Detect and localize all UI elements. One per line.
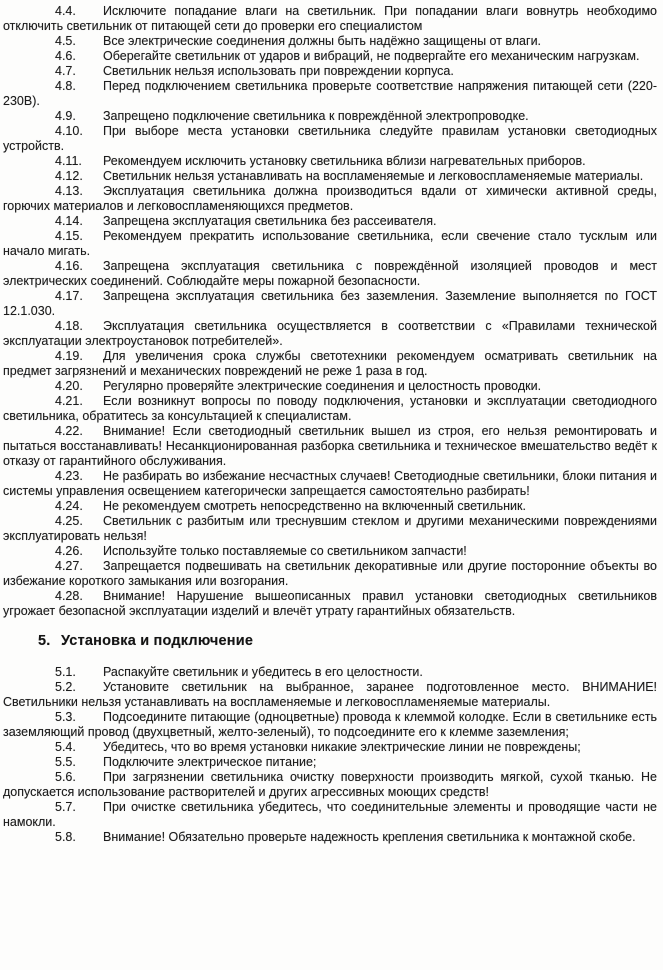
paragraph (3, 830, 657, 845)
paragraph (3, 469, 657, 499)
paragraph-number: 4.17. (55, 289, 83, 303)
paragraph-number: 5.7. (55, 800, 76, 814)
paragraph-number: 4.23. (55, 469, 83, 483)
paragraph-text: Если возникнут вопросы по поводу подключения, установки и эксплуатации светодиодного светильника, обратитесь за консультацией к специалистам. (3, 394, 657, 423)
paragraph-number: 5.3. (55, 710, 76, 724)
paragraph-text: Светильник нельзя устанавливать на воспламеняемые и легковоспламеняемые материалы. (103, 169, 644, 183)
paragraph-number: 4.24. (55, 499, 83, 513)
paragraph-number: 4.11. (55, 154, 82, 168)
paragraph-text: Рекомендуем прекратить использование светильника, если свечение стало тусклым или начало мигать. (3, 229, 657, 258)
paragraph (3, 79, 657, 109)
paragraph-text: Используйте только поставляемые со светильником запчасти! (103, 544, 467, 558)
paragraph-number: 4.28. (55, 589, 83, 603)
paragraph-text: Убедитесь, что во время установки никакие электрические линии не повреждены; (103, 740, 581, 754)
paragraph (3, 259, 657, 289)
paragraph-number: 4.12. (55, 169, 83, 183)
paragraph-number: 4.8. (55, 79, 76, 93)
paragraph-number: 4.20. (55, 379, 83, 393)
paragraph-number: 5.8. (55, 830, 76, 844)
paragraph-text: Светильник с разбитым или треснувшим стеклом и другими механическими повреждениями эксплуатировать нельзя! (3, 514, 657, 543)
paragraph-number: 5.4. (55, 740, 76, 754)
paragraph (3, 499, 657, 514)
paragraph-number: 4.21. (55, 394, 83, 408)
paragraph-text: Запрещена эксплуатация светильника с повреждённой изоляцией проводов и мест электрических соединений. Соблюдайте меры пожарной безопасности. (3, 259, 657, 288)
paragraph-number: 4.10. (55, 124, 83, 138)
section-5-install-paragraphs (3, 665, 657, 845)
paragraph-text: Исключите попадание влаги на светильник. При попадании влаги вовнутрь необходимо отключить светильник от питающей сети до проверки его специалистом (3, 4, 657, 33)
paragraph-text: Эксплуатация светильника должна производиться вдали от химически активной среды, горючих материалов и легковоспламеняющихся предметов. (3, 184, 657, 213)
paragraph-text: Распакуйте светильник и убедитесь в его целостности. (103, 665, 423, 679)
paragraph-text: Внимание! Обязательно проверьте надежность крепления светильника к монтажной скобе. (103, 830, 636, 844)
paragraph-text: Запрещена эксплуатация светильника без заземления. Заземление выполняется по ГОСТ 12.1.030. (3, 289, 657, 318)
paragraph-number: 5.1. (55, 665, 76, 679)
paragraph-number: 4.25. (55, 514, 83, 528)
paragraph (3, 665, 657, 680)
paragraph-text: Внимание! Если светодиодный светильник вышел из строя, его нельзя ремонтировать и пытаться восстанавливать! Несанкционированная разборка светильника и техническое вмешательство ведёт к отказу от гарантийного обслуживания. (3, 424, 657, 468)
paragraph (3, 800, 657, 830)
paragraph-text: Запрещено подключение светильника к повреждённой электропроводке. (103, 109, 529, 123)
paragraph-number: 4.4. (55, 4, 76, 18)
paragraph (3, 229, 657, 259)
paragraph-text: Запрещается подвешивать на светильник декоративные или другие посторонние объекты во избежание короткого замыкания или возгорания. (3, 559, 657, 588)
paragraph-text: Внимание! Нарушение вышеописанных правил установки светодиодных светильников угрожает безопасной эксплуатации изделий и влечёт утрату гарантийных обязательств. (3, 589, 657, 618)
paragraph-text: Установите светильник на выбранное, заранее подготовленное место. ВНИМАНИЕ! Светильники нельзя устанавливать на воспламеняемые и легковоспламеняемые материалы. (3, 680, 657, 709)
paragraph-number: 5.2. (55, 680, 76, 694)
paragraph-text: Подключите электрическое питание; (103, 755, 317, 769)
paragraph-number: 4.15. (55, 229, 83, 243)
section-4-safety-paragraphs (3, 4, 657, 619)
paragraph (3, 154, 657, 169)
paragraph-text: Не разбирать во избежание несчастных случаев! Светодиодные светильники, блоки питания и системы управления освещением категорически запрещается самостоятельно разбирать! (3, 469, 657, 498)
paragraph (3, 544, 657, 559)
paragraph-text: Светильник нельзя использовать при повреждении корпуса. (103, 64, 454, 78)
section-5-heading-number: 5. (38, 633, 51, 649)
paragraph-number: 4.26. (55, 544, 83, 558)
paragraph-number: 4.18. (55, 319, 83, 333)
paragraph (3, 740, 657, 755)
paragraph-number: 4.22. (55, 424, 83, 438)
paragraph (3, 680, 657, 710)
paragraph (3, 214, 657, 229)
paragraph (3, 514, 657, 544)
paragraph-text: Не рекомендуем смотреть непосредственно на включенный светильник. (103, 499, 526, 513)
paragraph-text: Все электрические соединения должны быть надёжно защищены от влаги. (103, 34, 542, 48)
paragraph-text: Рекомендуем исключить установку светильника вблизи нагревательных приборов. (103, 154, 586, 168)
paragraph-text: Эксплуатация светильника осуществляется в соответствии с «Правилами технической эксплуатации электроустановок потребителей». (3, 319, 657, 348)
paragraph (3, 184, 657, 214)
paragraph-number: 4.6. (55, 49, 76, 63)
paragraph-text: При очистке светильника убедитесь, что соединительные элементы и проводящие части не намокли. (3, 800, 657, 829)
paragraph-number: 5.6. (55, 770, 76, 784)
paragraph-number: 4.27. (55, 559, 83, 573)
paragraph-text: Перед подключением светильника проверьте соответствие напряжения питающей сети (220-230В). (3, 79, 657, 108)
paragraph (3, 755, 657, 770)
paragraph-text: Регулярно проверяйте электрические соединения и целостность проводки. (103, 379, 542, 393)
paragraph (3, 169, 657, 184)
paragraph-number: 4.16. (55, 259, 83, 273)
paragraph (3, 64, 657, 79)
paragraph (3, 49, 657, 64)
paragraph (3, 4, 657, 34)
paragraph (3, 770, 657, 800)
paragraph (3, 559, 657, 589)
paragraph (3, 424, 657, 469)
paragraph (3, 394, 657, 424)
paragraph-text: Подсоедините питающие (одноцветные) провода к клеммой колодке. Если в светильнике есть заземляющий провод (двухцветный, желто-зеленый), то подсоедините его к клемме заземления; (3, 710, 657, 739)
paragraph (3, 319, 657, 349)
paragraph (3, 379, 657, 394)
paragraph-text: Запрещена эксплуатация светильника без рассеивателя. (103, 214, 437, 228)
paragraph-number: 4.7. (55, 64, 76, 78)
paragraph-number: 4.13. (55, 184, 83, 198)
section-5-heading-title: Установка и подключение (61, 633, 254, 649)
paragraph (3, 289, 657, 319)
section-5-heading (38, 633, 657, 650)
paragraph-number: 5.5. (55, 755, 76, 769)
paragraph-number: 4.19. (55, 349, 83, 363)
paragraph-number: 4.9. (55, 109, 76, 123)
paragraph-text: При выборе места установки светильника следуйте правилам установки светодиодных устройств. (3, 124, 657, 153)
paragraph-text: Оберегайте светильник от ударов и вибраций, не подвергайте его механическим нагрузкам. (103, 49, 640, 63)
paragraph (3, 34, 657, 49)
paragraph (3, 109, 657, 124)
paragraph-number: 4.5. (55, 34, 76, 48)
paragraph-text: При загрязнении светильника очистку поверхности производить мягкой, сухой тканью. Не допускается использование растворителей и других агрессивных моющих средств! (3, 770, 657, 799)
paragraph-text: Для увеличения срока службы светотехники рекомендуем осматривать светильник на предмет загрязнений и механических повреждений не реже 1 раза в год. (3, 349, 657, 378)
paragraph (3, 710, 657, 740)
paragraph (3, 589, 657, 619)
paragraph-number: 4.14. (55, 214, 83, 228)
paragraph (3, 349, 657, 379)
paragraph (3, 124, 657, 154)
